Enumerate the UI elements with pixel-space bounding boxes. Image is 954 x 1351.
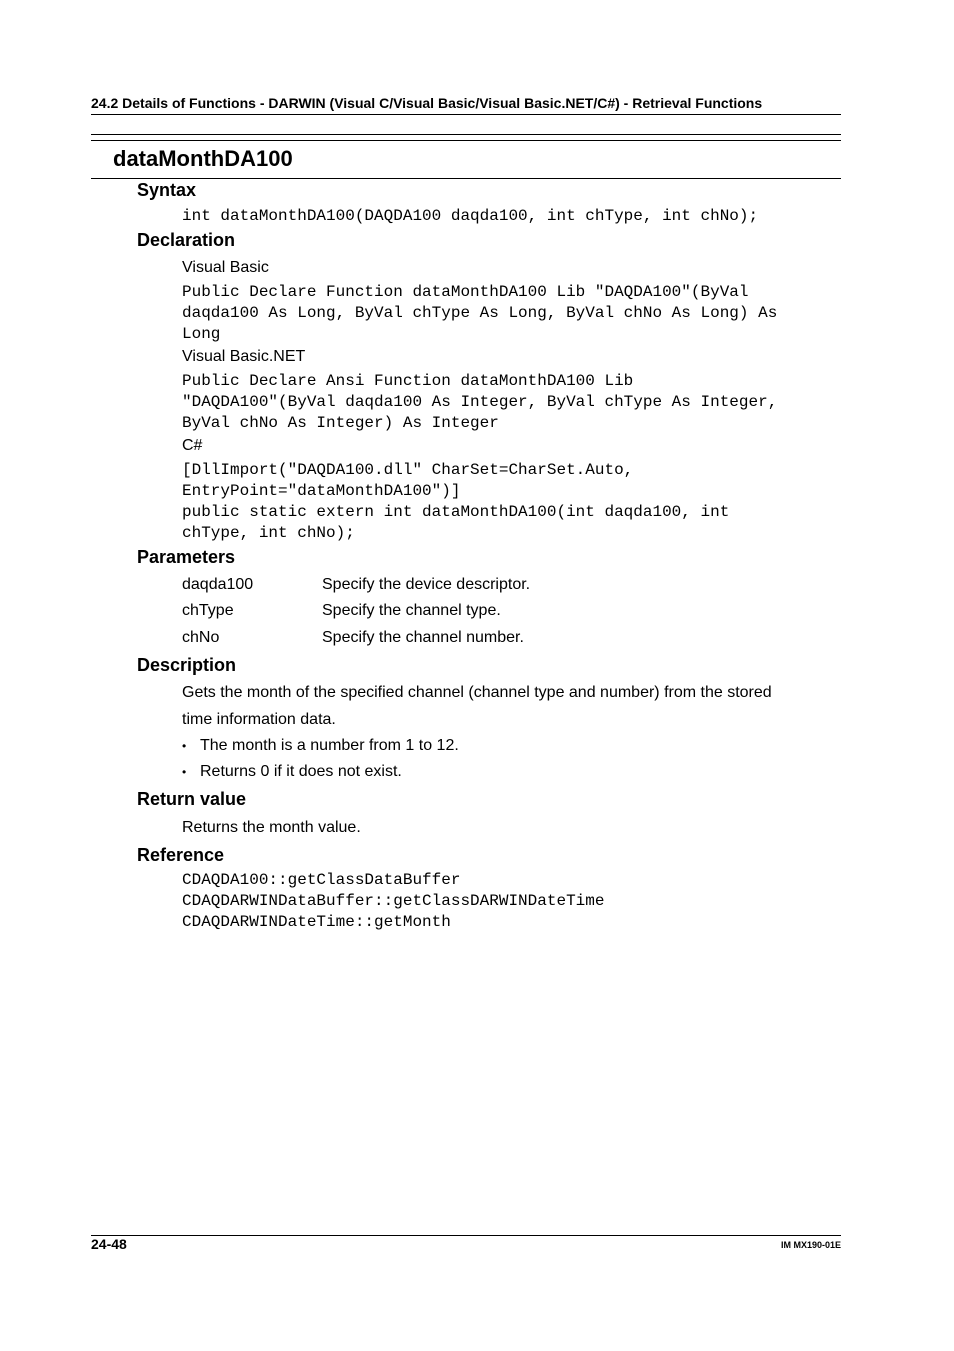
bullet-text: Returns 0 if it does not exist. [200, 763, 402, 780]
description-line-2: time information data. [182, 711, 336, 728]
running-header: 24.2 Details of Functions - DARWIN (Visual C/Visual Basic/Visual Basic.NET/C#) - Retrieval Functions [91, 95, 763, 111]
return-value-text: Returns the month value. [182, 819, 361, 836]
return-value-heading: Return value [137, 789, 247, 809]
cs-label: C# [182, 437, 203, 454]
vb-label: Visual Basic [182, 259, 269, 276]
param-desc: Specify the channel number. [322, 629, 524, 646]
description-line-1: Gets the month of the specified channel (channel type and number) from the stored [182, 684, 772, 701]
syntax-heading: Syntax [137, 180, 197, 200]
reference-heading: Reference [137, 845, 225, 865]
param-desc: Specify the device descriptor. [322, 576, 531, 593]
function-title: dataMonthDA100 [113, 146, 293, 171]
syntax-code: int dataMonthDA100(DAQDA100 daqda100, int chType, int chNo); [182, 207, 759, 225]
vbnet-label: Visual Basic.NET [182, 348, 306, 365]
bullet-mark: • [182, 765, 187, 779]
bullet-item [182, 737, 459, 755]
parameters-heading: Parameters [137, 547, 236, 567]
param-name: daqda100 [182, 576, 254, 593]
header-rule [91, 114, 841, 115]
manual-id: IM MX190-01E [780, 1240, 841, 1250]
cs-code: [DllImport("DAQDA100.dll" CharSet=CharSet.Auto, EntryPoint="dataMonthDA100")] public static extern int dataMonthDA100(int daqda100, int chType, int chNo); [182, 461, 730, 542]
param-name: chNo [182, 629, 220, 646]
description-heading: Description [137, 655, 237, 675]
title-bottom-rule [91, 178, 841, 179]
vb-code: Public Declare Function dataMonthDA100 Lib "DAQDA100"(ByVal daqda100 As Long, ByVal chType As Long, ByVal chNo As Long) As Long [182, 283, 778, 343]
param-name: chType [182, 602, 234, 619]
bullet-mark: • [182, 739, 187, 753]
bullet-text: The month is a number from 1 to 12. [200, 737, 459, 754]
declaration-heading: Declaration [137, 230, 236, 250]
title-top-rule-1 [91, 134, 841, 135]
page-number: 24-48 [91, 1236, 127, 1252]
title-top-rule-2 [91, 140, 841, 141]
footer-rule [91, 1235, 841, 1236]
vbnet-code: Public Declare Ansi Function dataMonthDA100 Lib "DAQDA100"(ByVal daqda100 As Integer, ByVal chType As Integer, ByVal chNo As Integer) As Integer [182, 372, 778, 432]
bullet-item [182, 763, 402, 781]
param-desc: Specify the channel type. [322, 602, 501, 619]
reference-code: CDAQDA100::getClassDataBuffer CDAQDARWINDataBuffer::getClassDARWINDateTime CDAQDARWINDateTime::getMonth [182, 871, 605, 931]
